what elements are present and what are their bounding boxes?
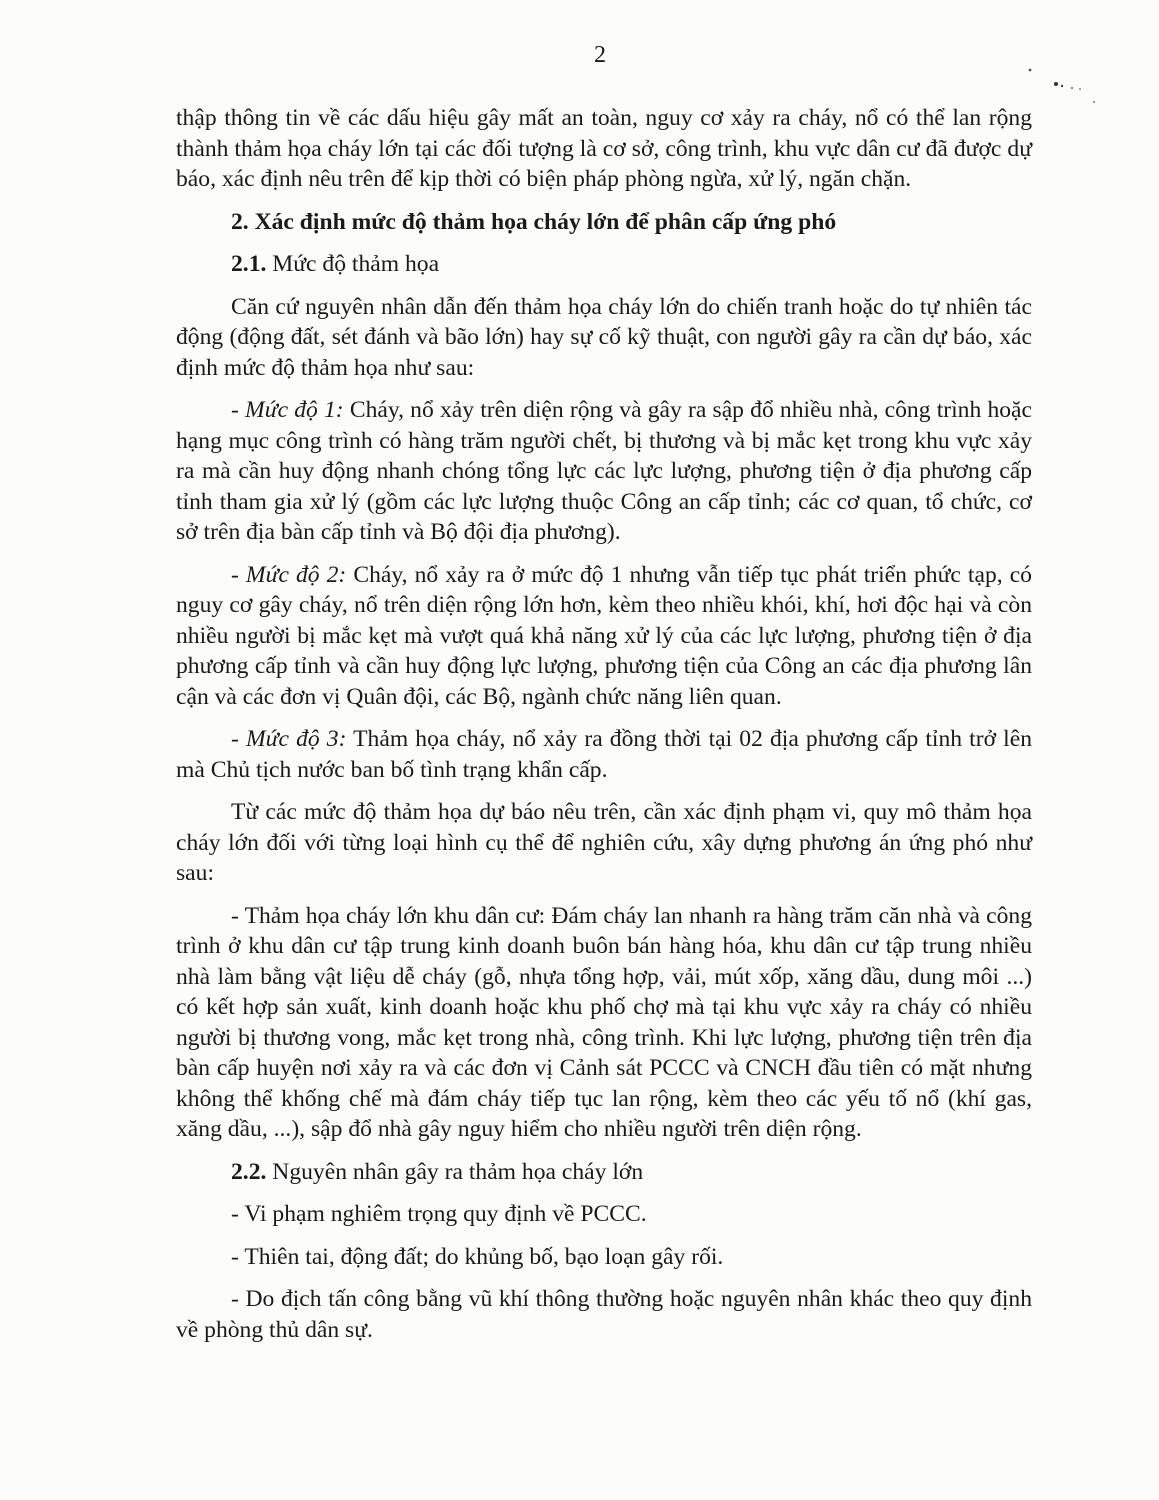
level-label: Mức độ 1: [245,397,344,423]
cause-item-3: - Do địch tấn công bằng vũ khí thông thường hoặc nguyên nhân khác theo quy định về phòng thủ dân sự. [176,1286,1032,1343]
subsection-heading-2-1 [176,249,1032,280]
level-text: Cháy, nổ xảy ra ở mức độ 1 nhưng vẫn tiếp tục phát triển phức tạp, có nguy cơ gây cháy, nổ trên diện rộng lớn hơn, kèm theo nhiều khói, khí, hơi độc hại và còn nhiều người bị mắc kẹt mà vượt quá khả năng xử lý của các lực lượng, phương tiện ở địa phương cấp tỉnh và cần huy động lực lượng, phương tiện của Công an các địa phương lân cận và các đơn vị Quân đội, các Bộ, ngành chức năng liên quan. [176,561,1032,710]
subsection-number: 2.1. [231,251,267,277]
scan-artifact [1020,60,1110,120]
document-body [176,103,1032,1357]
bullet-dash: - [231,561,246,588]
section-heading-2: 2. Xác định mức độ thảm họa cháy lớn để phân cấp ứng phó [231,208,837,235]
paragraph-intro: thập thông tin về các dấu hiệu gây mất an toàn, nguy cơ xảy ra cháy, nổ có thể lan rộng thành thảm họa cháy lớn tại các đối tượng là cơ sở, công trình, khu vực dân cư đã được dự báo, xác định nêu trên để kịp thời có biện pháp phòng ngừa, xử lý, ngăn chặn. [176,105,1032,192]
paragraph-level-2 [176,560,1032,713]
cause-item-2: - Thiên tai, động đất; do khủng bố, bạo loạn gây rối. [231,1243,724,1270]
paragraph-residential-fire: - Thảm họa cháy lớn khu dân cư: Đám cháy lan nhanh ra hàng trăm căn nhà và công trình ở khu dân cư tập trung kinh doanh buôn bán hàng hóa, khu dân cư tập trung nhiều nhà làm bằng vật liệu dễ cháy (gỗ, nhựa tổng hợp, vải, mút xốp, xăng dầu, dung môi ...) có kết hợp sản xuất, kinh doanh hoặc khu phố chợ mà tại khu vực xảy ra cháy có nhiều người bị thương vong, mắc kẹt trong nhà, công trình. Khi lực lượng, phương tiện trên địa bàn cấp huyện nơi xảy ra và các đơn vị Cảnh sát PCCC và CNCH đầu tiên có mặt nhưng không thể khống chế mà đám cháy tiếp tục lan rộng, kèm theo các yếu tố nổ (khí gas, xăng dầu, ...), sập đổ nhà gây nguy hiểm cho nhiều người trên diện rộng. [176,902,1032,1142]
paragraph-level-1 [176,395,1032,548]
level-label: Mức độ 2: [245,561,347,588]
paragraph-scope: Từ các mức độ thảm họa dự báo nêu trên, cần xác định phạm vi, quy mô thảm họa cháy lớn đối với từng loại hình cụ thể để nghiên cứu, xây dựng phương án ứng phó như sau: [176,799,1032,886]
subsection-title: Nguyên nhân gây ra thảm họa cháy lớn [266,1158,644,1185]
bullet-dash: - [231,397,246,423]
subsection-number: 2.2. [231,1158,267,1185]
cause-item-1: - Vi phạm nghiêm trọng quy định về PCCC. [231,1201,647,1227]
paragraph-level-3 [176,724,1032,785]
subsection-heading-2-2 [176,1157,1032,1188]
paragraph-basis: Căn cứ nguyên nhân dẫn đến thảm họa cháy lớn do chiến tranh hoặc do tự nhiên tác động (động đất, sét đánh và bão lớn) hay sự cố kỹ thuật, con người gây ra cần dự báo, xác định mức độ thảm họa như sau: [176,293,1032,381]
level-text: Thảm họa cháy, nổ xảy ra đồng thời tại 02 địa phương cấp tỉnh trở lên mà Chủ tịch nước ban bố tình trạng khẩn cấp. [176,726,1032,783]
level-text: Cháy, nổ xảy trên diện rộng và gây ra sập đổ nhiều nhà, công trình hoặc hạng mục công trình có hàng trăm người chết, bị thương và bị mắc kẹt trong khu vực xảy ra mà cần huy động nhanh chóng tổng lực các lực lượng, phương tiện ở địa phương cấp tỉnh tham gia xử lý (gồm các lực lượng thuộc Công an cấp tỉnh; các cơ quan, tổ chức, cơ sở trên địa bàn cấp tỉnh và Bộ đội địa phương). [176,397,1032,545]
subsection-title: Mức độ thảm họa [266,251,440,277]
page-number: 2 [594,42,606,68]
bullet-dash: - [231,726,246,752]
level-label: Mức độ 3: [245,726,347,752]
